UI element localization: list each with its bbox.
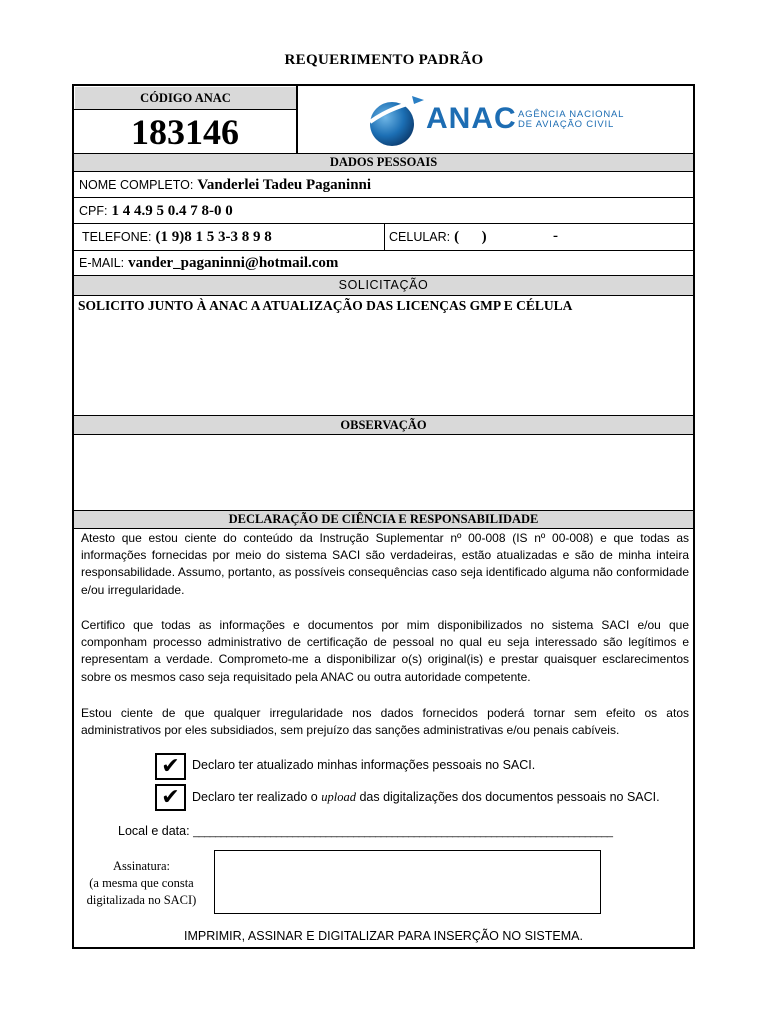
telefone-row [82,228,272,246]
anac-logo-text: ANAC [426,102,517,135]
declaracao-paragraph-2: Certifico que todas as informações e documentos por mim disponibilizados no sistema SACI e/ou que componham processo administrativo de certificação de pessoal no qual eu seja interessado são legítimos e representam a verdade. Comprometo-me a disponibilizar o(s) original(is) e prestar quaisquer esclarecimentos sobre os mesmos caso seja requisitado pela ANAC ou outra autoridade competente. [81,618,689,684]
telefone-label: TELEFONE: [82,230,152,244]
nome-label: NOME COMPLETO: [79,178,194,192]
nome-value: Vanderlei Tadeu Paganinni [197,177,372,193]
local-data-row [118,824,612,838]
cpf-label: CPF: [79,204,108,218]
declaracao-paragraph-1: Atesto que estou ciente do conteúdo da Instrução Suplementar nº 00-008 (IS nº 00-008) e que todas as informações fornecidas por meio do sistema SACI são verdadeiras, estão atualizadas e são de minha inteira responsabilidade. Assumo, portanto, as possíveis consequências caso seja identificado alguma não conformidade e/ou irregularidade. [81,531,689,597]
local-data-label: Local e data: [118,824,190,838]
check1-label: Declaro ter atualizado minhas informações pessoais no SACI. [192,758,536,772]
anac-logo [366,92,636,150]
celular-row [389,228,589,246]
observacao-header: OBSERVAÇÃO [74,416,693,434]
assinatura-line2: (a mesma que consta [89,876,194,890]
rule [74,295,693,296]
local-data-line[interactable]: ____________________________________________________________________________ [193,826,613,838]
footer-instruction: IMPRIMIR, ASSINAR E DIGITALIZAR PARA INSERÇÃO NO SISTEMA. [184,929,583,943]
assinatura-box[interactable] [214,850,601,914]
solicitacao-text: SOLICITO JUNTO À ANAC A ATUALIZAÇÃO DAS LICENÇAS GMP E CÉLULA [78,298,573,313]
check2-checkbox[interactable]: ✔ [155,784,186,811]
check2-label [192,790,660,805]
declaracao-paragraph-3: Estou ciente de que qualquer irregularidade nos dados fornecidos poderá tornar sem efeito os atos administrativos por eles subsidiados, sem prejuízo das sanções administrativas e/ou penais cabíveis. [81,706,689,738]
celular-dash: - [553,228,558,244]
document-title: REQUERIMENTO PADRÃO [284,52,484,68]
codigo-rule [74,109,296,110]
rule [74,434,693,435]
declaracao-header: DECLARAÇÃO DE CIÊNCIA E RESPONSABILIDADE [74,511,693,528]
codigo-value: 183146 [131,112,239,152]
codigo-label: CÓDIGO ANAC [75,87,296,109]
cpf-row [79,202,233,220]
nome-row [79,176,371,194]
form-frame [72,84,695,949]
anac-logo-line1: AGÊNCIA NACIONAL [518,109,625,120]
celular-value: ( ) [454,229,487,245]
rule [74,528,693,529]
check2-text-upload: upload [321,790,356,804]
codigo-divider [296,86,298,153]
dados-pessoais-header: DADOS PESSOAIS [74,154,693,171]
phone-divider [384,223,385,250]
email-row [79,254,338,272]
cpf-value: 1 4 4.9 5 0.4 7 8-0 0 [111,203,233,219]
solicitacao-header: SOLICITAÇÃO [74,276,693,295]
rule [74,197,693,198]
telefone-value: (1 9)8 1 5 3-3 8 9 8 [155,229,272,245]
anac-logo-line2: DE AVIAÇÃO CIVIL [518,119,615,130]
assinatura-line3: digitalizada no SACI) [86,893,197,907]
anac-logo-subtitle [518,110,624,130]
check1-checkbox[interactable]: ✔ [155,753,186,780]
email-label: E-MAIL: [79,256,125,270]
assinatura-label [74,858,209,909]
celular-label: CELULAR: [389,230,451,244]
assinatura-line1: Assinatura: [113,859,170,873]
anac-globe-icon [366,92,426,148]
rule [74,171,693,172]
rule [74,250,693,251]
email-value: vander_paganinni@hotmail.com [128,255,339,271]
check2-text-post: das digitalizações dos documentos pessoais no SACI. [355,790,660,804]
check2-text-pre: Declaro ter realizado o [192,790,322,804]
